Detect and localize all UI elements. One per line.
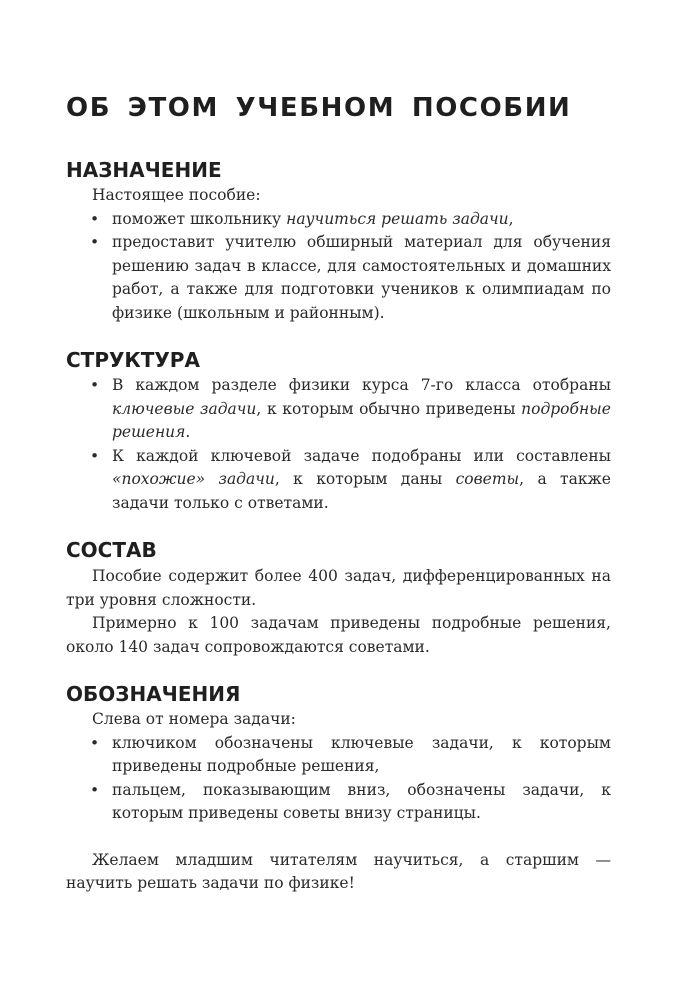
- list-item: • ключиком обозначены ключевые задачи, к которым приведены подробные решения,: [66, 732, 611, 779]
- notation-intro: Слева от номера задачи:: [92, 710, 296, 728]
- closing-paragraph: Желаем младшим читателям научиться, а старшим — научить решать задачи по физике!: [66, 850, 611, 892]
- list-item: • В каждом разделе физики курса 7-го класса отобраны ключевые задачи, к которым обычно приведены подробные решения.: [66, 374, 611, 445]
- list-item: • К каждой ключевой задаче подобраны или составлены «похожие» задачи, к которым даны советы, а также задачи только с ответами.: [66, 445, 611, 516]
- composition-paragraph: Примерно к 100 задачам приведены подробные решения, около 140 задач сопровождаются советами.: [66, 614, 611, 656]
- notation-list: [66, 732, 611, 826]
- section-notation: [66, 680, 611, 826]
- section-composition: [66, 536, 611, 659]
- composition-paragraph: Пособие содержит более 400 задач, дифференцированных на три уровня сложности.: [66, 567, 611, 609]
- section-heading-composition: СОСТАВ: [66, 538, 157, 562]
- list-item: • предоставит учителю обширный материал для обучения решению задач в классе, для самостоятельных и домашних работ, а также для подготовки учеников к олимпиадам по физике (школьным и районным).: [66, 231, 611, 325]
- section-heading-notation: ОБОЗНАЧЕНИЯ: [66, 682, 241, 706]
- page-content: [66, 88, 611, 896]
- list-item: • поможет школьнику научиться решать задачи,: [66, 208, 611, 232]
- section-structure: [66, 346, 611, 515]
- section-heading-structure: СТРУКТУРА: [66, 348, 200, 372]
- page-title: ОБ ЭТОМ УЧЕБНОМ ПОСОБИИ: [66, 93, 572, 123]
- list-item: • пальцем, показывающим вниз, обозначены задачи, к которым приведены советы внизу страницы.: [66, 779, 611, 826]
- structure-list: [66, 374, 611, 515]
- section-heading-purpose: НАЗНАЧЕНИЕ: [66, 158, 222, 182]
- purpose-list: [66, 208, 611, 326]
- section-purpose: [66, 156, 611, 325]
- purpose-intro: Настоящее пособие:: [92, 186, 261, 204]
